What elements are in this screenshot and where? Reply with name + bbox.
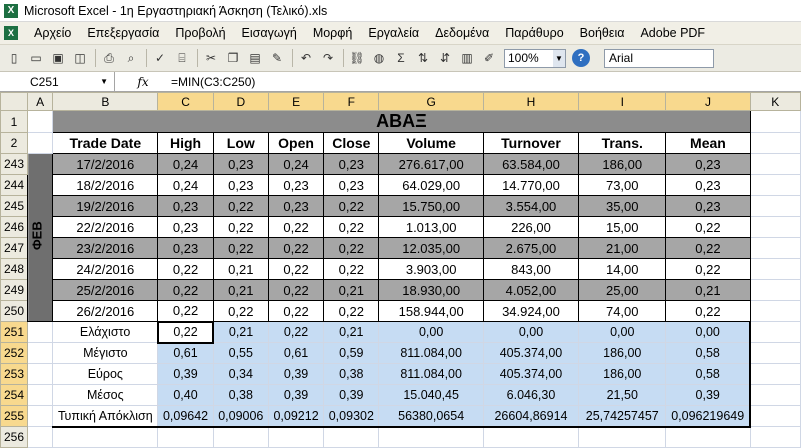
stat-cell[interactable]: 0,34 xyxy=(213,364,268,385)
data-cell[interactable]: 0,22 xyxy=(213,301,268,322)
data-cell[interactable]: 26/2/2016 xyxy=(53,301,158,322)
data-cell[interactable]: 0,24 xyxy=(158,154,213,175)
stat-cell[interactable]: 21,50 xyxy=(579,385,666,406)
cell[interactable] xyxy=(750,238,801,259)
stat-cell[interactable]: 0,21 xyxy=(324,322,379,343)
cell[interactable] xyxy=(666,427,750,448)
standard-toolbar xyxy=(0,45,801,72)
table-row xyxy=(1,238,801,259)
header-cell[interactable]: Open xyxy=(268,133,323,154)
menu-bar xyxy=(0,22,801,45)
menu-insert[interactable]: Εισαγωγή xyxy=(241,25,297,40)
cell[interactable] xyxy=(158,427,213,448)
table-row xyxy=(1,111,801,133)
column-header[interactable]: I xyxy=(579,93,666,111)
header-cell[interactable]: Close xyxy=(324,133,379,154)
menu-view[interactable]: Προβολή xyxy=(175,25,226,40)
data-cell[interactable]: 0,22 xyxy=(268,217,323,238)
table-row xyxy=(1,217,801,238)
row-header[interactable]: 253 xyxy=(1,364,28,385)
menu-help[interactable]: Βοήθεια xyxy=(579,25,625,40)
data-cell[interactable]: 0,22 xyxy=(268,259,323,280)
column-header[interactable]: G xyxy=(379,93,483,111)
data-cell[interactable]: 15.750,00 xyxy=(379,196,483,217)
data-cell[interactable]: 0,23 xyxy=(666,154,750,175)
data-cell[interactable]: 74,00 xyxy=(579,301,666,322)
chevron-down-icon[interactable]: ▼ xyxy=(100,77,108,86)
header-cell[interactable]: Low xyxy=(213,133,268,154)
cell[interactable] xyxy=(750,364,801,385)
globe-icon[interactable]: ◍ xyxy=(373,51,385,65)
stat-cell[interactable]: 0,09006 xyxy=(213,406,268,427)
row-header[interactable]: 251 xyxy=(1,322,28,343)
data-cell[interactable]: 0,23 xyxy=(158,238,213,259)
data-cell[interactable]: 0,22 xyxy=(666,217,750,238)
undo-icon[interactable]: ↶ xyxy=(300,51,312,65)
table-row xyxy=(1,154,801,175)
table-row xyxy=(1,175,801,196)
data-cell[interactable]: 0,23 xyxy=(324,175,379,196)
data-cell[interactable]: 25/2/2016 xyxy=(53,280,158,301)
drawing-icon[interactable]: ✐ xyxy=(483,51,495,65)
table-row xyxy=(1,343,801,364)
toolbar-separator xyxy=(343,49,344,67)
stat-cell[interactable]: 0,38 xyxy=(213,385,268,406)
table-row xyxy=(1,364,801,385)
row-header[interactable]: 249 xyxy=(1,280,28,301)
stat-cell[interactable]: 56380,0654 xyxy=(379,406,483,427)
table-row xyxy=(1,259,801,280)
cell[interactable] xyxy=(750,217,801,238)
research-icon[interactable]: ⌸ xyxy=(178,50,186,65)
cell-reference: C251 xyxy=(30,74,59,89)
data-cell[interactable]: 3.903,00 xyxy=(379,259,483,280)
excel-icon[interactable]: X xyxy=(4,4,18,18)
cell[interactable] xyxy=(53,427,158,448)
data-cell[interactable]: 0,24 xyxy=(158,175,213,196)
stat-cell[interactable]: 811.084,00 xyxy=(379,364,483,385)
stat-cell[interactable]: 0,22 xyxy=(268,322,323,343)
stat-cell[interactable]: 0,40 xyxy=(158,385,213,406)
data-cell[interactable]: 0,22 xyxy=(324,301,379,322)
cell[interactable] xyxy=(28,427,53,448)
cell[interactable] xyxy=(28,406,53,427)
stat-label[interactable]: Ελάχιστο xyxy=(53,322,158,343)
month-label[interactable]: ΦΕΒ xyxy=(28,154,53,322)
data-cell[interactable]: 0,21 xyxy=(666,280,750,301)
cell[interactable] xyxy=(28,133,53,154)
help-icon[interactable]: ? xyxy=(572,49,590,67)
select-all-corner[interactable] xyxy=(1,93,28,111)
stat-cell[interactable]: 0,00 xyxy=(666,322,750,343)
table-row xyxy=(1,280,801,301)
data-cell[interactable]: 0,21 xyxy=(324,280,379,301)
data-cell[interactable]: 226,00 xyxy=(483,217,578,238)
stat-cell[interactable]: 0,39 xyxy=(666,385,750,406)
data-cell[interactable]: 21,00 xyxy=(579,238,666,259)
paste-icon[interactable]: ▤ xyxy=(249,51,261,65)
data-cell[interactable]: 25,00 xyxy=(579,280,666,301)
data-cell[interactable]: 0,22 xyxy=(666,301,750,322)
menu-data[interactable]: Δεδομένα xyxy=(435,25,490,40)
formula-input[interactable]: =MIN(C3:C250) xyxy=(171,74,256,89)
column-header[interactable]: A xyxy=(28,93,53,111)
table-row xyxy=(1,385,801,406)
row-header[interactable]: 243 xyxy=(1,154,28,175)
open-icon[interactable]: ▭ xyxy=(30,51,42,65)
stat-cell[interactable]: 0,21 xyxy=(213,322,268,343)
row-header[interactable]: 254 xyxy=(1,385,28,406)
formula-bar xyxy=(0,72,801,92)
header-cell[interactable]: Trade Date xyxy=(53,133,158,154)
cell[interactable] xyxy=(750,427,801,448)
data-cell[interactable]: 0,22 xyxy=(324,217,379,238)
data-cell[interactable]: 0,23 xyxy=(158,217,213,238)
stat-cell[interactable]: 0,61 xyxy=(268,343,323,364)
menu-file[interactable]: Αρχείο xyxy=(34,25,72,40)
stat-cell[interactable]: 0,58 xyxy=(666,343,750,364)
data-cell[interactable]: 0,23 xyxy=(268,196,323,217)
row-header[interactable]: 244 xyxy=(1,175,28,196)
toolbar-separator xyxy=(146,49,147,67)
header-cell[interactable]: Volume xyxy=(379,133,483,154)
stat-cell[interactable]: 0,09302 xyxy=(324,406,379,427)
toolbar-separator xyxy=(197,49,198,67)
header-cell[interactable]: High xyxy=(158,133,213,154)
data-cell[interactable]: 18/2/2016 xyxy=(53,175,158,196)
data-cell[interactable]: 0,23 xyxy=(158,196,213,217)
data-cell[interactable]: 19/2/2016 xyxy=(53,196,158,217)
stat-cell[interactable]: 6.046,30 xyxy=(483,385,578,406)
data-cell[interactable]: 24/2/2016 xyxy=(53,259,158,280)
spelling-icon[interactable]: ✓ xyxy=(154,51,166,65)
stat-cell[interactable]: 26604,86914 xyxy=(483,406,578,427)
data-cell[interactable]: 2.675,00 xyxy=(483,238,578,259)
redo-icon[interactable]: ↷ xyxy=(322,51,334,65)
cell[interactable] xyxy=(750,196,801,217)
data-cell[interactable]: 843,00 xyxy=(483,259,578,280)
data-cell[interactable]: 0,21 xyxy=(213,280,268,301)
stat-cell[interactable]: 0,55 xyxy=(213,343,268,364)
data-cell[interactable]: 23/2/2016 xyxy=(53,238,158,259)
stat-cell[interactable]: 0,00 xyxy=(483,322,578,343)
data-cell[interactable]: 15,00 xyxy=(579,217,666,238)
cell[interactable] xyxy=(750,322,801,343)
data-cell[interactable]: 186,00 xyxy=(579,154,666,175)
data-cell[interactable]: 17/2/2016 xyxy=(53,154,158,175)
data-cell[interactable]: 14,00 xyxy=(579,259,666,280)
table-row xyxy=(1,133,801,154)
name-box[interactable] xyxy=(0,72,115,91)
stat-cell[interactable]: 15.040,45 xyxy=(379,385,483,406)
stat-label[interactable]: Τυπική Απόκλιση xyxy=(53,406,158,427)
cell[interactable] xyxy=(579,427,666,448)
stat-cell[interactable]: 0,38 xyxy=(324,364,379,385)
cell[interactable] xyxy=(750,154,801,175)
data-cell[interactable]: 18.930,00 xyxy=(379,280,483,301)
worksheet-table xyxy=(0,92,801,448)
data-cell[interactable]: 14.770,00 xyxy=(483,175,578,196)
menu-format[interactable]: Μορφή xyxy=(312,25,353,40)
worksheet-grid[interactable] xyxy=(0,92,801,444)
data-cell[interactable]: 0,23 xyxy=(666,175,750,196)
data-cell[interactable]: 0,21 xyxy=(213,259,268,280)
table-row xyxy=(1,406,801,427)
cell[interactable] xyxy=(750,133,801,154)
permission-icon[interactable]: ◫ xyxy=(74,51,86,65)
cell[interactable] xyxy=(750,111,801,133)
cell[interactable] xyxy=(28,111,53,133)
stat-cell[interactable]: 0,39 xyxy=(268,364,323,385)
cell[interactable] xyxy=(750,406,801,427)
column-header[interactable]: C xyxy=(158,93,213,111)
cell[interactable] xyxy=(750,280,801,301)
stat-cell[interactable]: 0,09212 xyxy=(268,406,323,427)
column-header-row xyxy=(1,93,801,111)
cell[interactable] xyxy=(28,322,53,343)
stat-cell[interactable]: 0,59 xyxy=(324,343,379,364)
data-cell[interactable]: 3.554,00 xyxy=(483,196,578,217)
data-cell[interactable]: 12.035,00 xyxy=(379,238,483,259)
data-cell[interactable]: 0,22 xyxy=(158,259,213,280)
data-cell[interactable]: 0,22 xyxy=(324,259,379,280)
cell[interactable] xyxy=(28,343,53,364)
row-header[interactable]: 1 xyxy=(1,111,28,133)
data-cell[interactable]: 0,22 xyxy=(268,280,323,301)
hyperlink-icon[interactable]: ⛓ xyxy=(349,51,365,65)
header-cell[interactable]: Trans. xyxy=(579,133,666,154)
row-header[interactable]: 246 xyxy=(1,217,28,238)
sheet-title[interactable]: ΑΒΑΞ xyxy=(53,111,750,133)
row-header[interactable]: 2 xyxy=(1,133,28,154)
cell[interactable] xyxy=(750,301,801,322)
column-header[interactable]: H xyxy=(483,93,578,111)
row-header[interactable]: 255 xyxy=(1,406,28,427)
stat-label[interactable]: Εύρος xyxy=(53,364,158,385)
autosum-icon[interactable]: Σ xyxy=(397,51,405,65)
data-cell[interactable]: 0,22 xyxy=(324,238,379,259)
data-cell[interactable]: 35,00 xyxy=(579,196,666,217)
cell[interactable] xyxy=(750,385,801,406)
save-icon[interactable]: ▣ xyxy=(52,51,64,65)
stat-cell[interactable]: 0,39 xyxy=(324,385,379,406)
data-cell[interactable]: 0,22 xyxy=(158,280,213,301)
data-cell[interactable]: 22/2/2016 xyxy=(53,217,158,238)
window-title: Microsoft Excel - 1η Εργαστηριακή Άσκηση (Τελικό).xls xyxy=(24,3,328,18)
data-cell[interactable]: 0,24 xyxy=(268,154,323,175)
menu-adobe-pdf[interactable]: Adobe PDF xyxy=(640,25,706,40)
cell[interactable] xyxy=(213,427,268,448)
data-cell[interactable]: 0,22 xyxy=(324,196,379,217)
toolbar-separator xyxy=(292,49,293,67)
data-cell[interactable]: 1.013,00 xyxy=(379,217,483,238)
row-header[interactable]: 247 xyxy=(1,238,28,259)
row-header[interactable]: 245 xyxy=(1,196,28,217)
chart-wizard-icon[interactable]: ▥ xyxy=(461,51,473,65)
data-cell[interactable]: 276.617,00 xyxy=(379,154,483,175)
toolbar-separator xyxy=(95,49,96,67)
column-header[interactable]: D xyxy=(213,93,268,111)
row-header[interactable]: 252 xyxy=(1,343,28,364)
cell[interactable] xyxy=(750,343,801,364)
chevron-down-icon[interactable]: ▼ xyxy=(553,50,565,67)
stat-cell[interactable]: 811.084,00 xyxy=(379,343,483,364)
table-row xyxy=(1,301,801,322)
title-bar xyxy=(0,0,801,22)
sort-descending-icon[interactable]: ⇵ xyxy=(439,51,451,65)
data-cell[interactable]: 0,22 xyxy=(666,238,750,259)
stat-label[interactable]: Μέσος xyxy=(53,385,158,406)
menu-tools[interactable]: Εργαλεία xyxy=(368,25,420,40)
column-header[interactable]: J xyxy=(666,93,750,111)
data-cell[interactable]: 0,22 xyxy=(268,301,323,322)
header-cell[interactable]: Mean xyxy=(666,133,750,154)
insert-function-icon[interactable]: fx xyxy=(137,74,149,89)
row-header[interactable]: 256 xyxy=(1,427,28,448)
row-header[interactable]: 248 xyxy=(1,259,28,280)
cell[interactable] xyxy=(483,427,578,448)
cell[interactable] xyxy=(268,427,323,448)
sort-ascending-icon[interactable]: ⇅ xyxy=(417,51,429,65)
menu-window[interactable]: Παράθυρο xyxy=(505,25,564,40)
stat-cell[interactable]: 0,58 xyxy=(666,364,750,385)
data-cell[interactable]: 0,22 xyxy=(158,301,213,322)
stat-cell[interactable]: 0,096219649 xyxy=(666,406,750,427)
row-header[interactable]: 250 xyxy=(1,301,28,322)
stat-cell[interactable]: 0,39 xyxy=(268,385,323,406)
zoom-select[interactable] xyxy=(504,49,566,68)
data-cell[interactable]: 0,22 xyxy=(666,259,750,280)
data-cell[interactable]: 0,22 xyxy=(213,217,268,238)
zoom-value: 100% xyxy=(508,51,539,65)
data-cell[interactable]: 158.944,00 xyxy=(379,301,483,322)
data-cell[interactable]: 0,22 xyxy=(213,196,268,217)
copy-icon[interactable]: ❐ xyxy=(227,51,239,65)
print-icon[interactable]: ⎙ xyxy=(104,50,114,65)
data-cell[interactable]: 0,23 xyxy=(268,175,323,196)
stat-cell[interactable]: 0,00 xyxy=(579,322,666,343)
data-cell[interactable]: 0,22 xyxy=(268,238,323,259)
cell[interactable] xyxy=(28,364,53,385)
workbook-icon[interactable]: X xyxy=(4,26,18,40)
data-cell[interactable]: 0,23 xyxy=(213,175,268,196)
print-preview-icon[interactable]: ⌕ xyxy=(127,50,135,65)
data-cell[interactable]: 4.052,00 xyxy=(483,280,578,301)
stat-label[interactable]: Μέγιστο xyxy=(53,343,158,364)
cell[interactable] xyxy=(324,427,379,448)
stat-cell[interactable]: 0,09642 xyxy=(158,406,213,427)
column-header[interactable]: F xyxy=(324,93,379,111)
format-painter-icon[interactable]: ✎ xyxy=(271,51,283,65)
data-cell[interactable]: 0,23 xyxy=(213,154,268,175)
stat-cell[interactable]: 186,00 xyxy=(579,364,666,385)
new-icon[interactable]: ▯ xyxy=(10,51,18,65)
stat-cell[interactable]: 0,61 xyxy=(158,343,213,364)
table-row xyxy=(1,196,801,217)
data-cell[interactable]: 73,00 xyxy=(579,175,666,196)
stat-cell[interactable]: 25,74257457 xyxy=(579,406,666,427)
menu-edit[interactable]: Επεξεργασία xyxy=(87,25,160,40)
stat-cell[interactable]: 405.374,00 xyxy=(483,364,578,385)
column-header[interactable]: E xyxy=(268,93,323,111)
column-header[interactable]: K xyxy=(750,93,801,111)
stat-cell[interactable]: 405.374,00 xyxy=(483,343,578,364)
stat-cell[interactable]: 0,39 xyxy=(158,364,213,385)
active-cell[interactable]: 0,22 xyxy=(158,322,213,343)
header-cell[interactable]: Turnover xyxy=(483,133,578,154)
font-select[interactable]: Arial xyxy=(604,49,714,68)
cell[interactable] xyxy=(750,259,801,280)
cell[interactable] xyxy=(750,175,801,196)
data-cell[interactable]: 64.029,00 xyxy=(379,175,483,196)
column-header[interactable]: B xyxy=(53,93,158,111)
stat-cell[interactable]: 0,00 xyxy=(379,322,483,343)
cell[interactable] xyxy=(28,385,53,406)
data-cell[interactable]: 0,23 xyxy=(666,196,750,217)
table-row xyxy=(1,427,801,448)
data-cell[interactable]: 34.924,00 xyxy=(483,301,578,322)
data-cell[interactable]: 63.584,00 xyxy=(483,154,578,175)
cut-icon[interactable]: ✂ xyxy=(205,51,217,65)
stat-cell[interactable]: 186,00 xyxy=(579,343,666,364)
table-row xyxy=(1,322,801,343)
cell[interactable] xyxy=(379,427,483,448)
data-cell[interactable]: 0,22 xyxy=(213,238,268,259)
data-cell[interactable]: 0,23 xyxy=(324,154,379,175)
